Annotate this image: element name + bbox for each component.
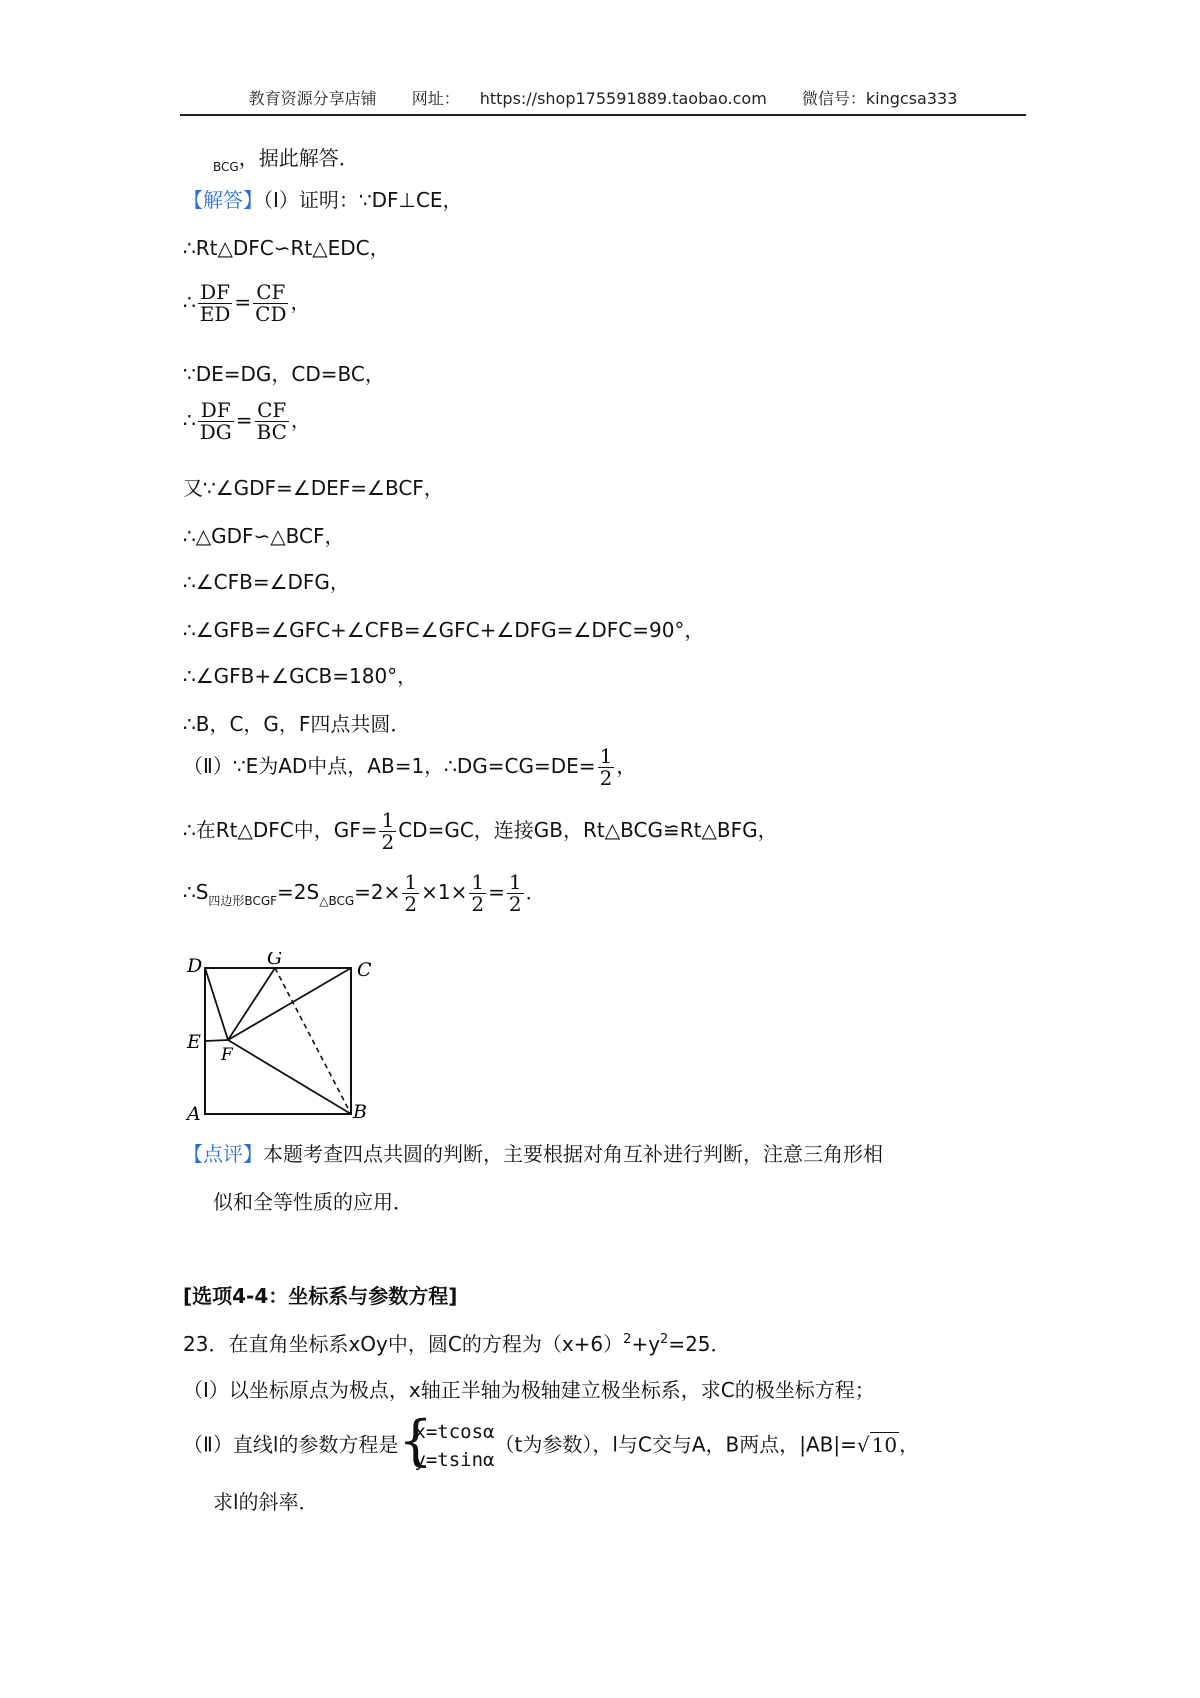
line-8: ∴∠CFB=∠DFG， [183, 570, 350, 594]
fraction: $\frac{1}{2}$ [599, 744, 613, 790]
label-e: E [187, 1031, 201, 1053]
problem-part-2-cont: 求l的斜率． [213, 1490, 319, 1514]
label-g: G [267, 952, 283, 969]
geometry-figure [183, 952, 383, 1126]
line-13: ∴在Rt△DFC中，GF= $\frac{1}{2}$ CD=GC，连接GB，Rt△BCG≌Rt△BFG， [183, 808, 778, 854]
line-14: $\therefore S_{四边形BCGF}=2S_{\triangle BCG}=2\times$ $\frac{1}{2}$ ×1× $\frac{1}{2}$ = $\frac{1}{2}$ ． [183, 870, 546, 916]
line-2: ∴Rt△DFC∽Rt△EDC， [183, 236, 390, 260]
fraction: $\frac{CF}{BC}$ [256, 398, 287, 444]
site-url[interactable]: https://shop175591889.taobao.com [479, 89, 767, 108]
fraction: $\frac{1}{2}$ [404, 870, 418, 916]
line-7: ∴△GDF∽△BCF， [183, 524, 345, 548]
page-header [180, 84, 1026, 116]
square-diagram [183, 952, 383, 1122]
review-tag: 【点评】 [183, 1142, 263, 1166]
fraction: $\frac{DF}{DG}$ [199, 398, 232, 444]
fraction: $\frac{1}{2}$ [471, 870, 485, 916]
shop-name: 教育资源分享店铺 [248, 89, 377, 108]
review-line-1: 【点评】本题考查四点共圆的判断，主要根据对角互补进行判断，注意三角形相 [183, 1142, 883, 1166]
fraction: $\frac{CF}{CD}$ [255, 280, 287, 326]
wechat-id: 微信号：kingcsa333 [801, 89, 958, 108]
label-a: A [187, 1103, 201, 1122]
fraction: $\frac{1}{2}$ [508, 870, 522, 916]
problem-part-2: （Ⅱ）直线l的参数方程是 { x=tcosα y=tsinα （t为参数），l与C交与A，B两点，|AB|=√ 10 ， [183, 1409, 920, 1472]
line-10: ∴∠GFB+∠GCB=180°， [183, 664, 418, 688]
label-d: D [187, 955, 203, 977]
segment-fc [228, 968, 351, 1040]
line-12: （Ⅱ）∵E为AD中点，AB=1，∴DG=CG=DE= $\frac{1}{2}$ ， [183, 744, 637, 790]
label-f: F [221, 1045, 233, 1065]
answer-heading: 【解答】（Ⅰ）证明：∵DF⊥CE， [183, 188, 463, 212]
line-11: ∴B，C，G，F四点共圆． [183, 712, 411, 736]
line-4: ∵DE=DG，CD=BC， [183, 362, 385, 386]
segment-df [205, 968, 228, 1040]
line-0: $_{BCG}$，据此解答． [213, 146, 359, 174]
fraction: $\frac{DF}{ED}$ [199, 280, 231, 326]
segment-fb [228, 1040, 351, 1114]
segment-ef [205, 1040, 228, 1041]
line-6: 又∵∠GDF=∠DEF=∠BCF， [183, 476, 444, 500]
line-9: ∴∠GFB=∠GFC+∠CFB=∠GFC+∠DFG=∠DFC=90°， [183, 618, 705, 642]
review-line-2: 似和全等性质的应用． [213, 1190, 413, 1214]
fraction: $\frac{1}{2}$ [381, 808, 395, 854]
label-c: C [357, 959, 372, 981]
segment-fg [228, 968, 275, 1040]
square-root: √ 10 [856, 1432, 898, 1457]
site-label: 网址： [411, 89, 460, 108]
equation-system: { x=tcosα y=tsinα [398, 1409, 495, 1472]
square-abcd [205, 968, 351, 1114]
label-b: B [353, 1101, 367, 1122]
problem-statement: 23．在直角坐标系xOy中，圆C的方程为$(x+6)^2+y^2=25$． [183, 1332, 731, 1356]
line-5: ∴ $\frac{DF}{DG}$ = $\frac{CF}{BC}$ ， [183, 398, 311, 444]
problem-part-1: （Ⅰ）以坐标原点为极点，x轴正半轴为极轴建立极坐标系，求C的极坐标方程； [183, 1378, 875, 1402]
line-3: ∴ $\frac{DF}{ED}$ = $\frac{CF}{CD}$ ， [183, 280, 311, 326]
section-title: [选项4-4：坐标系与参数方程] [183, 1284, 458, 1308]
answer-tag: 【解答】 [183, 188, 263, 212]
